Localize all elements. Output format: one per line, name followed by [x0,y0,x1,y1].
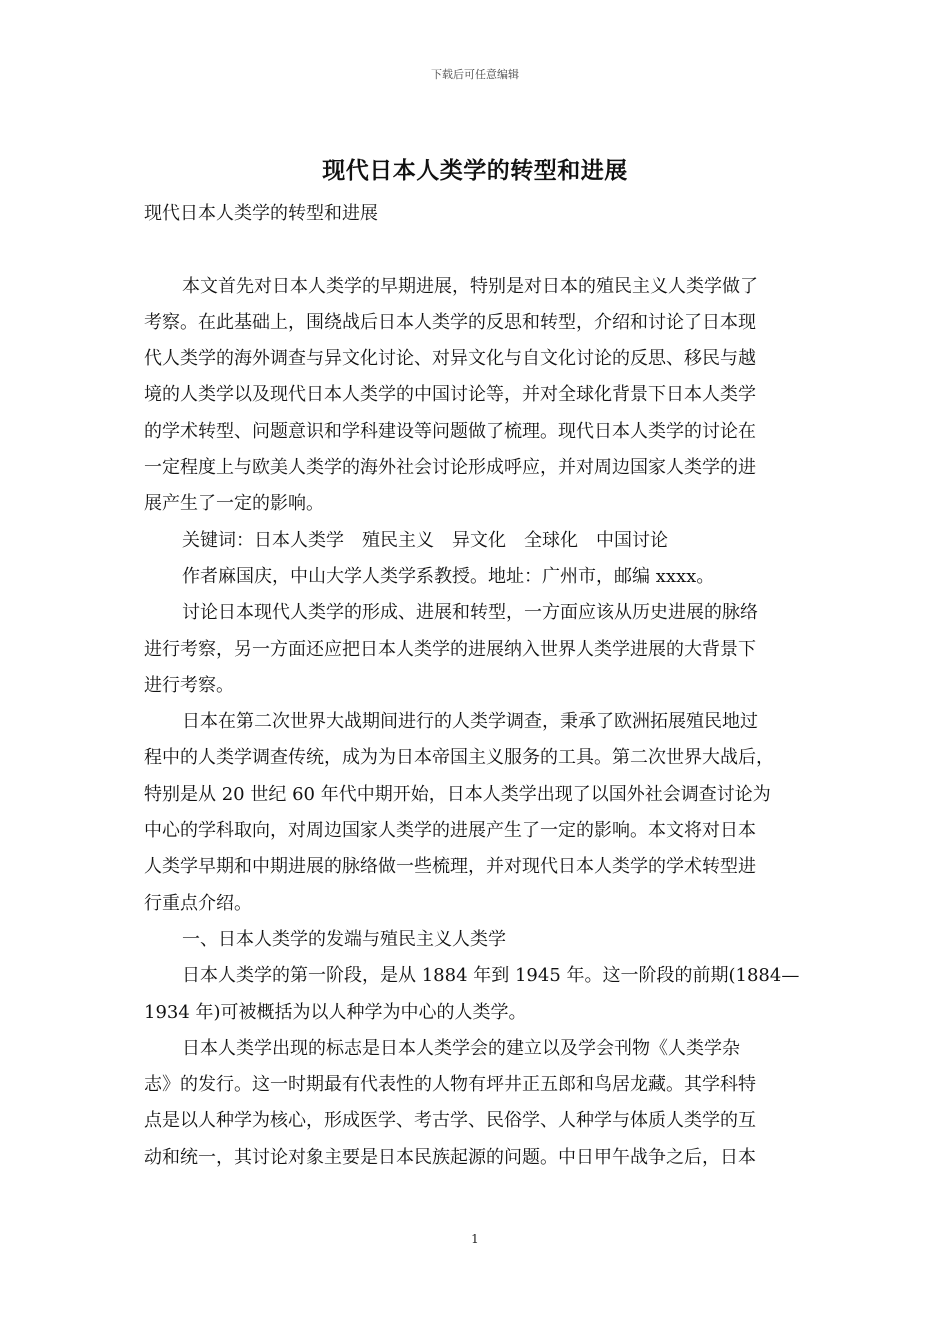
document-body [144,196,806,1176]
document-title: 现代日本人类学的转型和进展 [322,157,628,184]
paragraph-line: 程中的人类学调查传统，成为为日本帝国主义服务的工具。第二次世界大战后， [144,747,774,769]
body-paragraph [144,958,806,1031]
body-paragraph [144,595,806,704]
header-note: 下载后可任意编辑 [431,68,519,81]
paragraph-line: 1934 年)可被概括为以人种学为中心的人类学。 [144,1001,527,1023]
paragraph-line: 展产生了一定的影响。 [144,493,324,515]
subtitle: 现代日本人类学的转型和进展 [144,203,378,224]
paragraph-line: 进行考察，另一方面还应把日本人类学的进展纳入世界人类学进展的大背景下 [144,638,756,660]
paragraph-line: 日本在第二次世界大战期间进行的人类学调查，秉承了欧洲拓展殖民地过 [182,711,758,733]
paragraph-line: 的学术转型、问题意识和学科建设等问题做了梳理。现代日本人类学的讨论在 [144,420,756,442]
paragraph-line: 本文首先对日本人类学的早期进展，特别是对日本的殖民主义人类学做了 [182,275,758,297]
paragraph-line: 动和统一，其讨论对象主要是日本民族起源的问题。中日甲午战争之后，日本 [144,1146,756,1168]
paragraph-line: 日本人类学的第一阶段，是从 1884 年到 1945 年。这一阶段的前期(1884— [182,965,800,987]
paragraph-line: 代人类学的海外调查与异文化讨论、对异文化与自文化讨论的反思、移民与越 [144,348,756,370]
blank-line [144,232,806,268]
body-paragraph [144,704,806,922]
paragraph-line: 日本人类学出现的标志是日本人类学会的建立以及学会刊物《人类学杂 [182,1037,740,1059]
paragraph-line: 志》的发行。这一时期最有代表性的人物有坪井正五郎和鸟居龙藏。其学科特 [144,1074,756,1096]
paragraph-line: 一定程度上与欧美人类学的海外社会讨论形成呼应，并对周边国家人类学的进 [144,457,756,479]
paragraph-line: 点是以人种学为核心，形成医学、考古学、民俗学、人种学与体质人类学的互 [144,1110,756,1132]
abstract-paragraph [144,269,806,523]
paragraph-line: 特别是从 20 世纪 60 年代中期开始，日本人类学出现了以国外社会调查讨论为 [144,783,771,805]
author-line: 作者麻国庆，中山大学人类学系教授。地址：广州市，邮编 xxxx。 [182,565,715,587]
page-number: 1 [471,1232,479,1246]
paragraph-line: 考察。在此基础上，围绕战后日本人类学的反思和转型，介绍和讨论了日本现 [144,311,756,333]
paragraph-line: 中心的学科取向，对周边国家人类学的进展产生了一定的影响。本文将对日本 [144,820,756,842]
paragraph-line: 境的人类学以及现代日本人类学的中国讨论等，并对全球化背景下日本人类学 [144,384,756,406]
section-heading: 一、日本人类学的发端与殖民主义人类学 [182,928,506,950]
paragraph-line: 进行考察。 [144,674,234,696]
paragraph-line: 行重点介绍。 [144,892,252,914]
keywords-line: 关键词：日本人类学 殖民主义 异文化 全球化 中国讨论 [182,529,668,551]
body-paragraph [144,1031,806,1176]
paragraph-line: 讨论日本现代人类学的形成、进展和转型，一方面应该从历史进展的脉络 [182,602,758,624]
paragraph-line: 人类学早期和中期进展的脉络做一些梳理，并对现代日本人类学的学术转型进 [144,856,756,878]
